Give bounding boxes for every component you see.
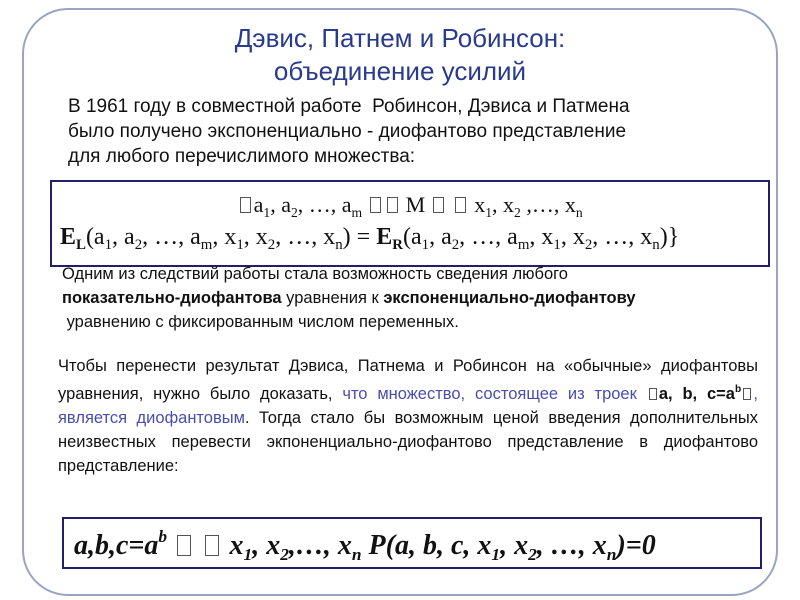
intro-line-2: было получено экспоненциально - диофантово представление bbox=[68, 121, 627, 142]
formula-1-line-2: $E_L(a_1$, $a_2$, …, $a_m$, $x_1$, $x_2$, …, $x_n) = E_R(a_1$, $a_2$, …, $a_m$, $x_1$, $x_2$, …, $x_n$)} bbox=[60, 224, 680, 254]
para1-text-2: уравнения к bbox=[281, 289, 384, 307]
slide-title bbox=[0, 22, 800, 88]
formula-1-line-1: $a_1$, $a_2$, …, $a_m$ M $x_1$, $x_2$ ,…, $x_n$ bbox=[52, 192, 768, 221]
para2-text-1: Чтобы перенести результат Дэвиса, Патнема и Робинсон на «обычные» диофантовы уравнения, нужно было доказать, bbox=[58, 357, 758, 404]
formula-box-2 bbox=[62, 517, 762, 569]
para1-text-3: уравнению с фиксированным числом переменных. bbox=[66, 313, 459, 331]
intro-text bbox=[68, 94, 748, 169]
para1-text-1: Одним из следствий работы стала возможность сведения любого bbox=[62, 265, 568, 283]
title-line-2: объединение усилий bbox=[273, 56, 527, 86]
intro-line-3: для любого перечислимого множества: bbox=[68, 146, 416, 167]
triple-close-bracket bbox=[743, 388, 751, 400]
para2-blue-1: что множество, состоящее из троек bbox=[342, 385, 647, 404]
para1-bold-2: экспоненциально-диофантову bbox=[383, 289, 636, 307]
formula-2: $a,b,c=a^b$ $x_1$, $x_2,\dots$, $x_n$ P(a, b, c, $x_1$, $x_2$, …, $x_n)=0$ bbox=[74, 527, 656, 565]
title-line-1: Дэвис, Патнем и Робинсон: bbox=[234, 23, 566, 53]
paragraph-consequence bbox=[62, 262, 762, 334]
para2-triple: a, b, c=a bbox=[658, 385, 735, 404]
para1-bold-1: показательно-диофантова bbox=[62, 289, 282, 307]
paragraph-transfer bbox=[58, 354, 758, 478]
para2-text-2: . Тогда стало бы возможным ценой введения дополнительных неизвестных перевести экпоненциально-диофантово представление в диофантово представление: bbox=[58, 409, 758, 476]
intro-line-1: В 1961 году в совместной работе Робинсон, Дэвиса и Патмена bbox=[68, 96, 630, 117]
para2-triple-sup: b bbox=[734, 384, 742, 395]
para2-blue-2: , является диофантовым bbox=[58, 385, 758, 428]
triple-open-bracket bbox=[647, 385, 659, 403]
formula-box-1 bbox=[50, 180, 770, 267]
